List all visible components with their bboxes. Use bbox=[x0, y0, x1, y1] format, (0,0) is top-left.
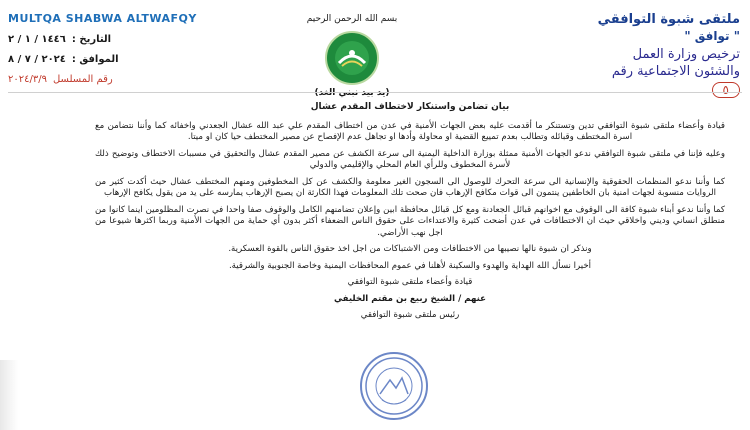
paragraph-4: كما وأننا ندعو أبناء شبوة كافة الى الوقوف مع اخوانهم قبائل الجعادنة ومع كل قبائل محافظة ابين وإعلان تضامنهم الكامل والوقوف صفا واحدا في نصرت المظلومين اينما كانوا من منطلق انساني وديني واخلاقي حيث ان الاختطافات في عدن أضحت كثيرة والاعتداءات على حقوق الناس الضعفاء أكثر بدون أي حماية من الجهات الأمنية وربما اكثرها شيوعا من اجل نهب الأراضي. bbox=[95, 204, 725, 238]
serial-number-label: رقم المسلسل bbox=[52, 74, 113, 85]
org-short-name: " توافق " bbox=[684, 29, 740, 43]
gregorian-date-value: ٢٠٢٤ / ٧ / ٨ bbox=[8, 54, 66, 65]
paragraph-2: وعليه فإننا في ملتقى شبوة التوافقي ندعو الجهات الأمنية ممثلة بوزارة الداخلية اليمنية الى سرعة الكشف عن مصير المقدم عشال والتحقيق في مسببات الاختطاف وتوضيح ذلك لأسرة المخطوف وللرأي العام المحلي والإقليمي والدولي bbox=[95, 148, 725, 170]
statement-subject: بيان تضامن واستنكار لاختطاف المقدم عشال bbox=[310, 102, 510, 112]
gregorian-date-row bbox=[8, 54, 258, 65]
license-line-1: ترخيص وزارة العمل bbox=[632, 47, 740, 62]
license-number-badge: ٥ bbox=[712, 82, 740, 98]
license-line-2: والشئون الاجتماعية رقم bbox=[611, 64, 740, 79]
hijri-date-label: التاريخ : bbox=[71, 34, 112, 45]
paragraph-1: قيادة وأعضاء ملتقى شبوة التوافقي تدين وتستنكر ما أقدمت عليه بعض الجهات الأمنية في عدن من اختطاف المقدم علي عبد الله عشال الجعدني واخفائه كما وأننا نتضامن مع اسرة المختطف وقبائله وتطالب بعدم تمييع القضية او محاولة وأدها او تجاهل عدم الإفصاح عن مصير المختطف حيا كان او ميتا. bbox=[95, 120, 725, 142]
center-head bbox=[292, 14, 412, 98]
hijri-date-row bbox=[8, 34, 258, 45]
letterhead-right bbox=[530, 12, 740, 98]
paragraph-5: ونذكر ان شبوة نالها نصيبها من الاختطافات ومن الاشتباكات من اجل اخذ حقوق الناس بالقوة العسكرية. bbox=[228, 244, 592, 254]
paragraph-6: أخيرا نسأل الله الهداية والهدوء والسكينة لأهلنا في عموم المحافظات اليمنية وخاصة الجنوبية والشرقية. bbox=[228, 260, 592, 271]
motto: (يد بيد نبني الغد) bbox=[314, 88, 390, 98]
closing-line: قيادة وأعضاء ملتقى شبوة التوافقي bbox=[347, 277, 473, 287]
gregorian-date-label: الموافق : bbox=[71, 54, 119, 65]
signatory-title: رئيس ملتقى شبوة التوافقي bbox=[360, 310, 460, 320]
serial-number-row bbox=[8, 74, 258, 85]
serial-number-value: ٢٠٢٤/٣/٩ bbox=[8, 74, 47, 85]
statement-body bbox=[95, 102, 725, 327]
official-stamp-icon bbox=[360, 352, 428, 420]
paragraph-3: كما وأننا ندعو المنظمات الحقوقية والإنسانية الى سرعة التحرك للوصول الى السجون الغير معلومة والكشف عن كل المخطوفين ومنهم المختطف عشال حيث أكدت كثير من الروايات منسوبة لجهات امنية بان الخاطفين ينتمون الى قوات مكافح الإرهاب فان صحت تلك المعلومات فهذا الكارثة ان يصبح الإرهاب يمارسه على يد من يقول يكافح الإرهاب bbox=[95, 176, 725, 198]
signatory-name: عنهم / الشيخ ربيع بن مقتم الخليفي bbox=[333, 293, 487, 304]
header-divider bbox=[8, 92, 742, 93]
org-name-arabic: ملتقى شبوة التوافقي bbox=[597, 12, 740, 27]
page-edge-shadow bbox=[0, 360, 18, 430]
basmala: بسم الله الرحمن الرحيم bbox=[306, 14, 398, 24]
organization-logo-icon bbox=[325, 31, 379, 85]
hijri-date-value: ١٤٤٦ / ١ / ٢ bbox=[8, 34, 66, 45]
letterhead-left bbox=[8, 12, 258, 85]
org-name-english: MULTQA SHABWA ALTWAFQY bbox=[8, 12, 197, 25]
